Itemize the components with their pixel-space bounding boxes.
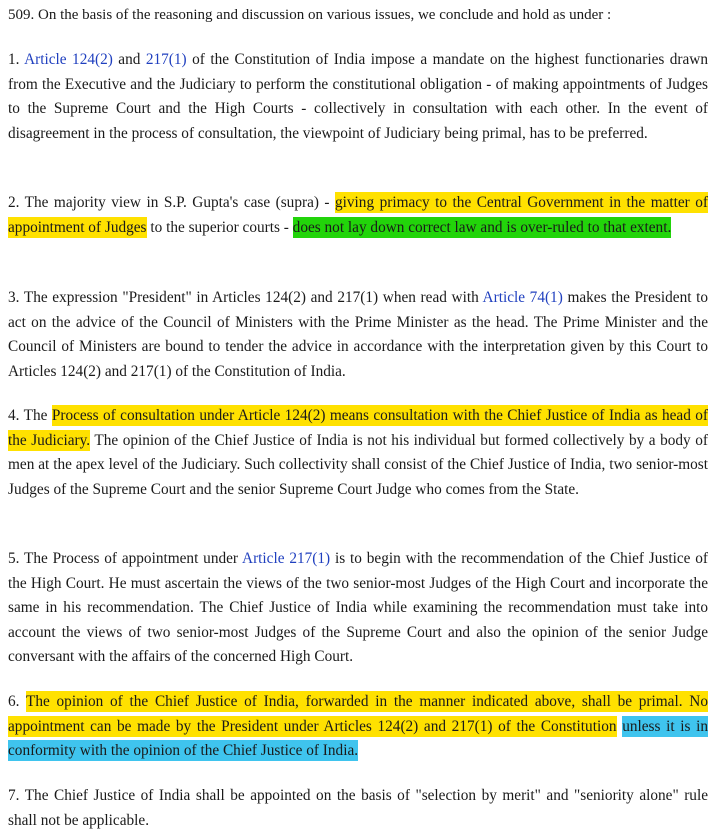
article-74-1-link[interactable]: Article 74(1) bbox=[482, 289, 563, 306]
paragraph-3 bbox=[8, 286, 708, 384]
paragraph-5-text: 5. The Process of appointment under bbox=[8, 550, 238, 567]
paragraph-3-text: 3. The expression "President" in Articles 124(2) and 217(1) when read with bbox=[8, 289, 479, 306]
paragraph-6 bbox=[8, 690, 708, 764]
paragraph-3-text-rest: makes the President to act on the advice of the Council of Ministers with the Prime Minister as the head. The Prime Minister and the Council of Ministers are bound to tender the advice in accordance with the interpretation given by this Court to Articles 124(2) and 217(1) of the Constitution of India. bbox=[8, 289, 709, 380]
paragraph-2-text: 2. The majority view in S.P. Gupta's case (supra) - bbox=[8, 194, 330, 211]
intro-paragraph: 509. On the basis of the reasoning and discussion on various issues, we conclude and hold as under : bbox=[8, 7, 612, 23]
paragraph-4 bbox=[8, 404, 708, 502]
article-217-1-link[interactable]: Article 217(1) bbox=[242, 550, 331, 567]
paragraph-4-text: 4. The bbox=[8, 407, 48, 424]
paragraph-5 bbox=[8, 547, 708, 670]
paragraph-1-text: of the Constitution of India impose a mandate on the highest functionaries drawn from the Executive and the Judiciary to perform the constitutional obligation - of making appointments of Judges to the Supreme Court and the High Courts - collectively in consultation with each other. In the event of disagreement in the process of consultation, the viewpoint of Judiciary being primal, has to be preferred. bbox=[8, 51, 708, 142]
paragraph-2-text-middle: to the superior courts - bbox=[150, 218, 289, 236]
yellow-highlight: Process of consultation under Article 124(2) means consultation with the Chief Justice of India as head of the Judiciary. bbox=[8, 407, 709, 449]
yellow-highlight: The opinion of the Chief Justice of India, forwarded in the manner indicated above, shall be primal. No appointment can be made by the President under Articles 124(2) and 217(1) of the Constitution bbox=[8, 693, 708, 735]
yellow-highlight: giving primacy to the Central Government in the matter of appointment of Judges bbox=[8, 194, 708, 236]
conjunction-text: and bbox=[118, 51, 141, 68]
paragraph-1 bbox=[8, 48, 708, 146]
paragraph-number: 1. bbox=[8, 51, 20, 68]
article-124-2-link[interactable]: Article 124(2) bbox=[24, 51, 113, 68]
article-217-1-link[interactable]: 217(1) bbox=[145, 51, 187, 68]
blue-highlight: unless it is in conformity with the opinion of the Chief Justice of India. bbox=[8, 717, 709, 759]
paragraph-2 bbox=[8, 191, 708, 240]
green-highlight: does not lay down correct law and is over-ruled to that extent. bbox=[292, 218, 672, 236]
paragraph-7: 7. The Chief Justice of India shall be appointed on the basis of "selection by merit" and "seniority alone" rule shall not be applicable. bbox=[8, 787, 708, 829]
paragraph-4-text-rest: The opinion of the Chief Justice of India is not his individual but formed collectively by a body of men at the apex level of the Judiciary. Such collectivity shall consist of the Chief Justice of India, two senior-most Judges of the Supreme Court and the senior Supreme Court Judge who comes from the State. bbox=[8, 431, 708, 498]
paragraph-5-text-rest: is to begin with the recommendation of the Chief Justice of the High Court. He must ascertain the views of the two senior-most Judges of the High Court and incorporate the same in his recommendation. The Chief Justice of India while examining the recommendation must take into account the views of two senior-most Judges of the Supreme Court and also the opinion of the senior Judge conversant with the affairs of the concerned High Court. bbox=[8, 550, 709, 665]
paragraph-number: 6. bbox=[8, 693, 20, 710]
